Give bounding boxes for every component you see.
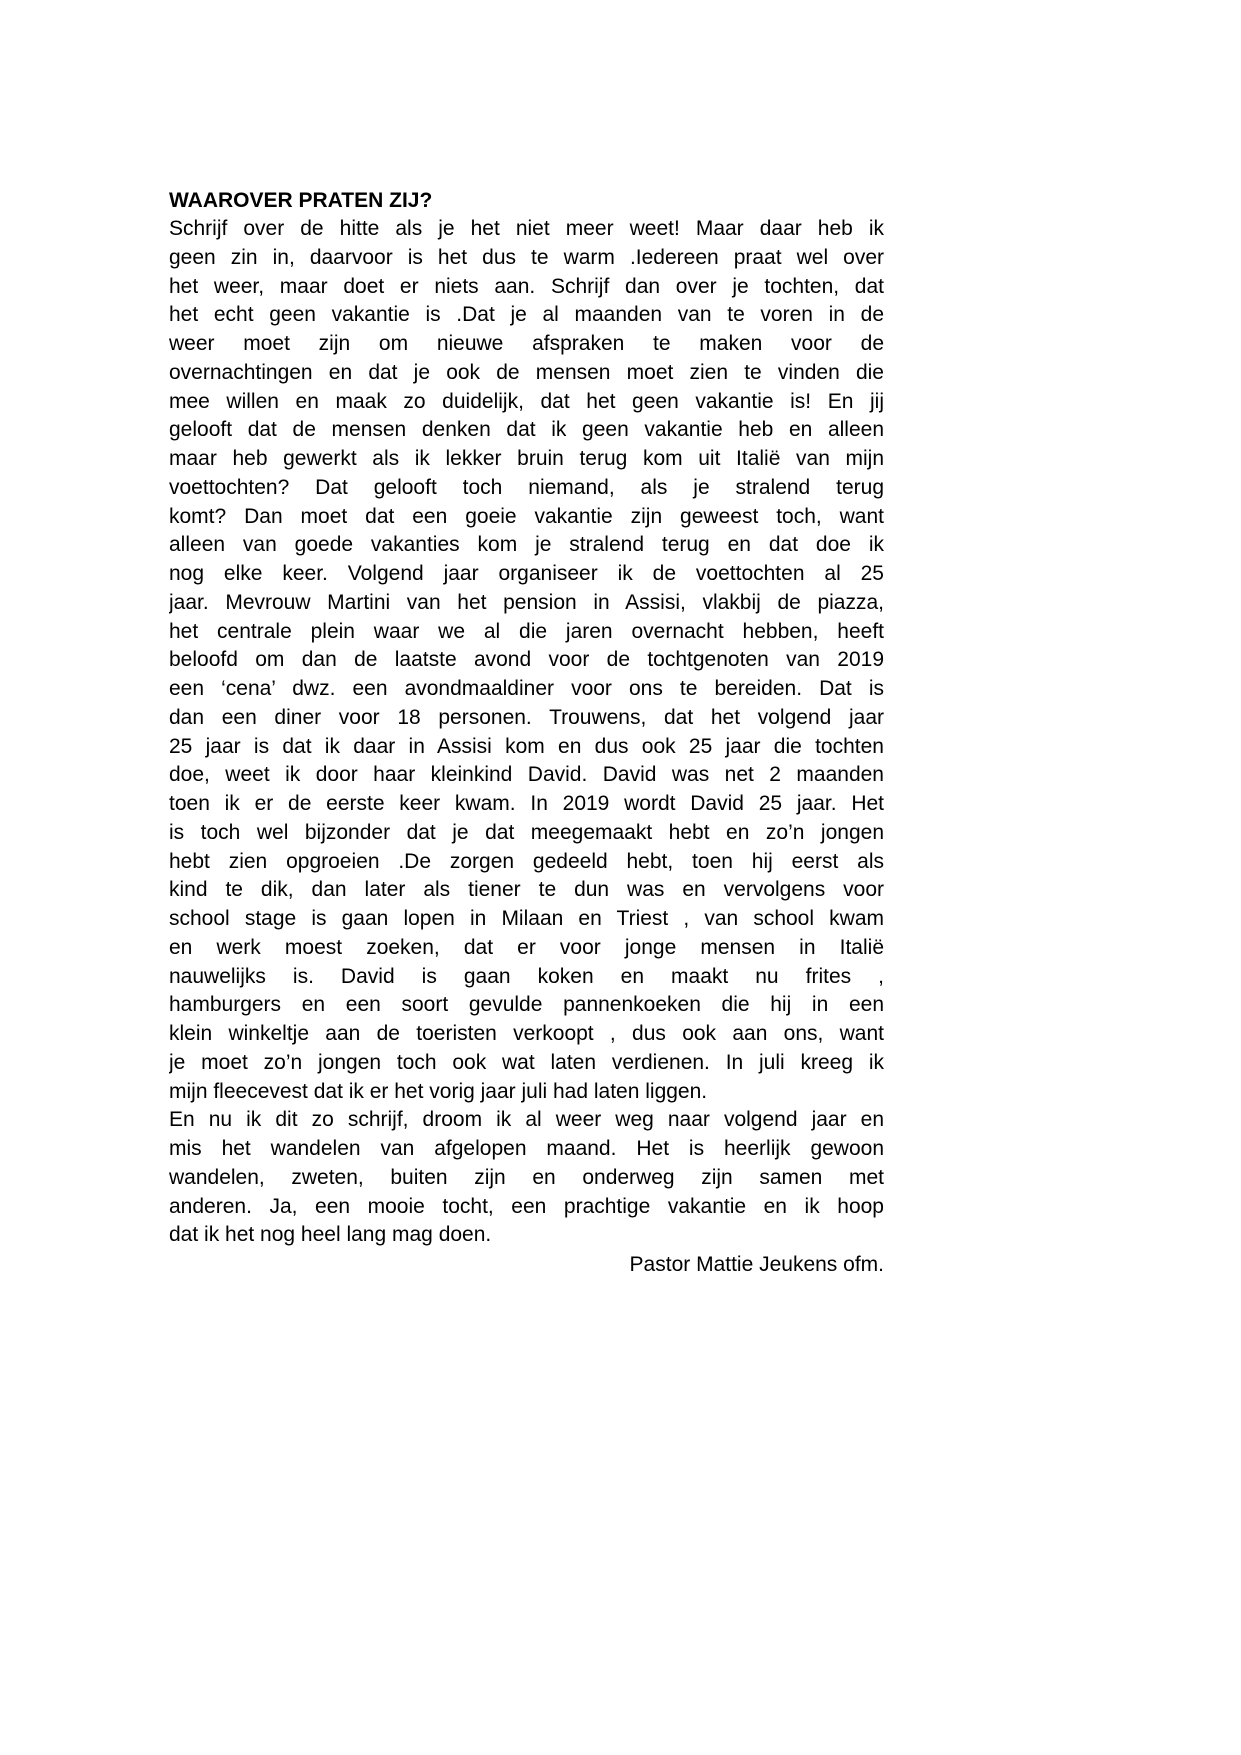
text-line: En nu ik dit zo schrijf, droom ik al weer weg naar volgend jaar en <box>169 1108 884 1132</box>
text-line: nauwelijks is. David is gaan koken en maakt nu frites , <box>169 964 884 988</box>
paragraph-2 <box>169 1106 884 1250</box>
text-line: klein winkeltje aan de toeristen verkoopt , dus ook aan ons, want <box>169 1022 884 1045</box>
text-line: dan een diner voor 18 personen. Trouwens, dat het volgend jaar <box>169 705 884 729</box>
text-line: weer moet zijn om nieuwe afspraken te maken voor de <box>169 332 884 355</box>
text-line: hamburgers en een soort gevulde pannenkoeken die hij in een <box>169 993 884 1017</box>
text-line: jaar. Mevrouw Martini van het pension in Assisi, vlakbij de piazza, <box>169 590 884 614</box>
text-line: doe, weet ik door haar kleinkind David. David was net 2 maanden <box>169 763 884 787</box>
text-line: het centrale plein waar we al die jaren overnacht hebben, heeft <box>169 619 884 643</box>
text-line: hebt zien opgroeien .De zorgen gedeeld hebt, toen hij eerst als <box>169 849 884 873</box>
text-line: een ‘cena’ dwz. een avondmaaldiner voor ons te bereiden. Dat is <box>169 677 884 700</box>
text-line: mis het wandelen van afgelopen maand. Het is heerlijk gewoon <box>169 1137 884 1160</box>
text-line: toen ik er de eerste keer kwam. In 2019 wordt David 25 jaar. Het <box>169 792 884 815</box>
article <box>169 186 884 1279</box>
text-line: alleen van goede vakanties kom je stralend terug en dat doe ik <box>169 533 884 557</box>
text-line: gelooft dat de mensen denken dat ik geen vakantie heb en alleen <box>169 418 884 442</box>
text-line: Schrijf over de hitte als je het niet meer weet! Maar daar heb ik <box>169 217 884 240</box>
text-line: mee willen en maak zo duidelijk, dat het geen vakantie is! En jij <box>169 389 884 413</box>
text-line: anderen. Ja, een mooie tocht, een prachtige vakantie en ik hoop <box>169 1194 884 1218</box>
text-line: beloofd om dan de laatste avond voor de tochtgenoten van 2019 <box>169 648 884 672</box>
text-line: kind te dik, dan later als tiener te dun was en vervolgens voor <box>169 878 884 902</box>
text-line: school stage is gaan lopen in Milaan en Triest , van school kwam <box>169 907 884 930</box>
text-line: overnachtingen en dat je ook de mensen moet zien te vinden die <box>169 360 884 384</box>
paragraph-1 <box>169 215 884 1106</box>
text-line: 25 jaar is dat ik daar in Assisi kom en dus ook 25 jaar die tochten <box>169 734 884 758</box>
text-line: en werk moest zoeken, dat er voor jonge mensen in Italië <box>169 935 884 959</box>
text-line: wandelen, zweten, buiten zijn en onderweg zijn samen met <box>169 1165 884 1189</box>
text-line: voettochten? Dat gelooft toch niemand, als je stralend terug <box>169 475 884 499</box>
text-line: komt? Dan moet dat een goeie vakantie zijn geweest toch, want <box>169 504 884 528</box>
text-line: het weer, maar doet er niets aan. Schrijf dan over je tochten, dat <box>169 274 884 298</box>
text-line: het echt geen vakantie is .Dat je al maanden van te voren in de <box>169 303 884 327</box>
text-line: maar heb gewerkt als ik lekker bruin terug kom uit Italië van mijn <box>169 447 884 470</box>
text-line: mijn fleecevest dat ik er het vorig jaar juli had laten liggen. <box>169 1079 708 1103</box>
text-line: is toch wel bijzonder dat je dat meegemaakt hebt en zo’n jongen <box>169 820 884 844</box>
text-line: je moet zo’n jongen toch ook wat laten verdienen. In juli kreeg ik <box>169 1050 884 1074</box>
signature: Pastor Mattie Jeukens ofm. <box>629 1253 884 1276</box>
text-line: geen zin in, daarvoor is het dus te warm .Iedereen praat wel over <box>169 245 884 269</box>
article-title: WAAROVER PRATEN ZIJ? <box>169 189 433 212</box>
text-line: nog elke keer. Volgend jaar organiseer ik de voettochten al 25 <box>169 562 884 585</box>
text-line: dat ik het nog heel lang mag doen. <box>169 1223 492 1247</box>
